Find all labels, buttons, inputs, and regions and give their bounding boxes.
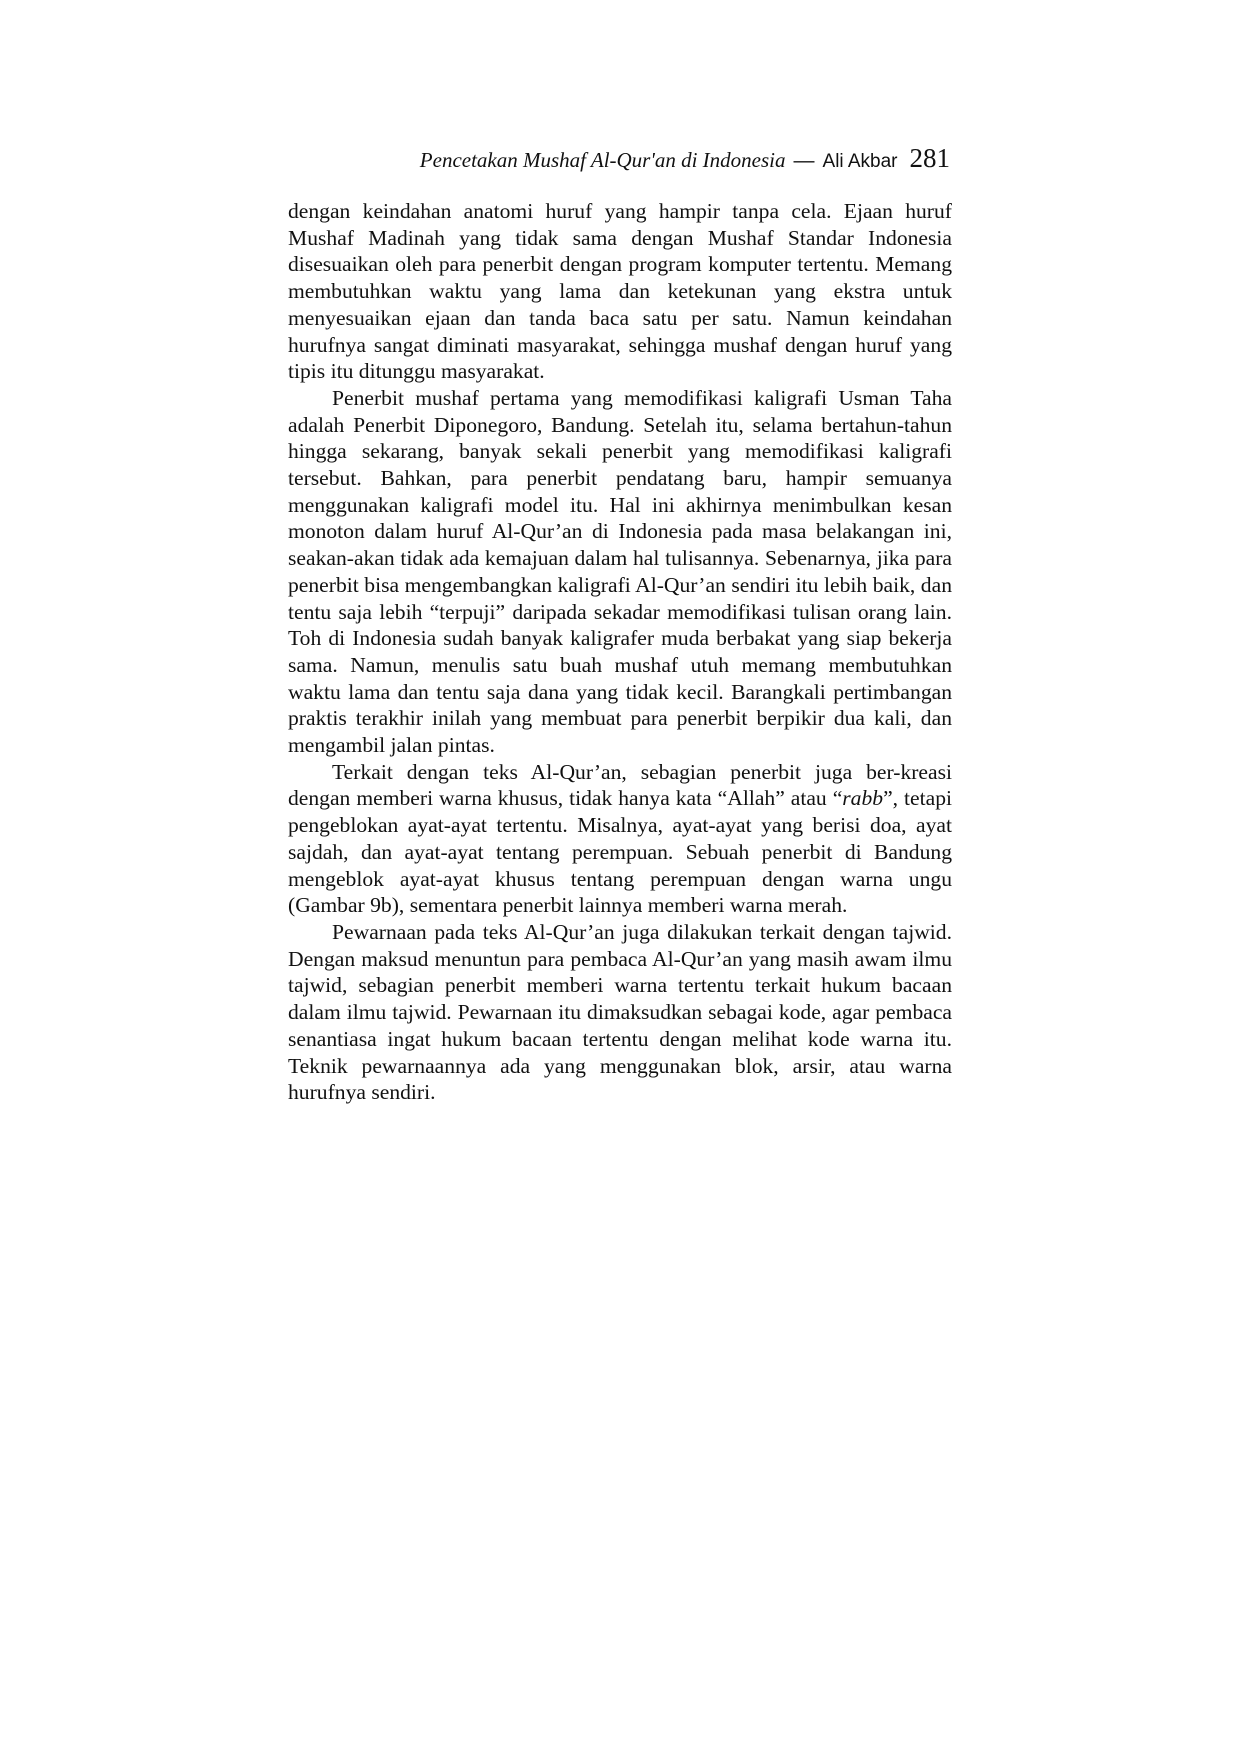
running-header-dash: — [793,149,815,172]
running-header [290,140,950,176]
paragraph-3-italic-term: rabb [842,786,884,811]
paragraph-1: dengan keindahan anatomi huruf yang hampir tanpa cela. Ejaan huruf Mushaf Madinah yang tidak sama dengan Mushaf Standar Indonesia disesuaikan oleh para penerbit dengan program komputer tertentu. Memang membutuhkan waktu yang lama dan ketekunan yang ekstra untuk menyesuaikan ejaan dan tanda baca satu per satu. Namun keindahan hurufnya sangat diminati masyarakat, sehingga mushaf dengan huruf yang tipis itu ditunggu masyarakat. [288,199,952,384]
running-header-author: Ali Akbar [822,151,898,172]
paragraph-4: Pewarnaan pada teks Al-Qur’an juga dilakukan terkait dengan tajwid. Dengan maksud menuntun para pembaca Al-Qur’an yang masih awam ilmu tajwid, sebagian penerbit memberi warna tertentu terkait hukum bacaan dalam ilmu tajwid. Pewarnaan itu dimaksudkan sebagai kode, agar pembaca senantiasa ingat hukum bacaan tertentu dengan melihat kode warna itu. Teknik pewarnaannya ada yang menggunakan blok, arsir, atau warna hurufnya sendiri. [288,919,952,1105]
paragraph-3-part-2: ”, tetapi pengeblokan ayat-ayat tertentu. Misalnya, ayat-ayat yang berisi doa, ayat sajdah, dan ayat-ayat tentang perempuan. Sebuah penerbit di Bandung mengeblok ayat-ayat khusus tentang perempuan dengan warna ungu (Gambar 9b), sementara penerbit lainnya memberi warna merah. [288,786,952,918]
page-number: 281 [909,143,950,173]
paragraph-3 [288,759,952,919]
body-text [288,198,952,1106]
paragraph-2: Penerbit mushaf pertama yang memodifikasi kaligrafi Usman Taha adalah Penerbit Diponegoro, Bandung. Setelah itu, selama bertahun-tahun hingga sekarang, banyak sekali penerbit yang memodifikasi kaligrafi tersebut. Bahkan, para penerbit pendatang baru, hampir semuanya menggunakan kaligrafi model itu. Hal ini akhirnya menimbulkan kesan monoton dalam huruf Al-Qur’an di Indonesia pada masa belakangan ini, seakan-akan tidak ada kemajuan dalam hal tulisannya. Sebenarnya, jika para penerbit bisa mengembangkan kaligrafi Al-Qur’an sendiri itu lebih baik, dan tentu saja lebih “terpuji” daripada sekadar memodifikasi tulisan orang lain. Toh di Indonesia sudah banyak kaligrafer muda berbakat yang siap bekerja sama. Namun, menulis satu buah mushaf utuh memang membutuhkan waktu lama dan tentu saja dana yang tidak kecil. Barangkali pertimbangan praktis terakhir inilah yang membuat para penerbit berpikir dua kali, dan mengambil jalan pintas. [288,385,952,758]
paragraph-3-part-1: Terkait dengan teks Al-Qur’an, sebagian penerbit juga ber-kreasi dengan memberi warna khusus, tidak hanya kata “Allah” atau “ [288,759,952,811]
running-header-title: Pencetakan Mushaf Al-Qur'an di Indonesia [419,148,786,172]
